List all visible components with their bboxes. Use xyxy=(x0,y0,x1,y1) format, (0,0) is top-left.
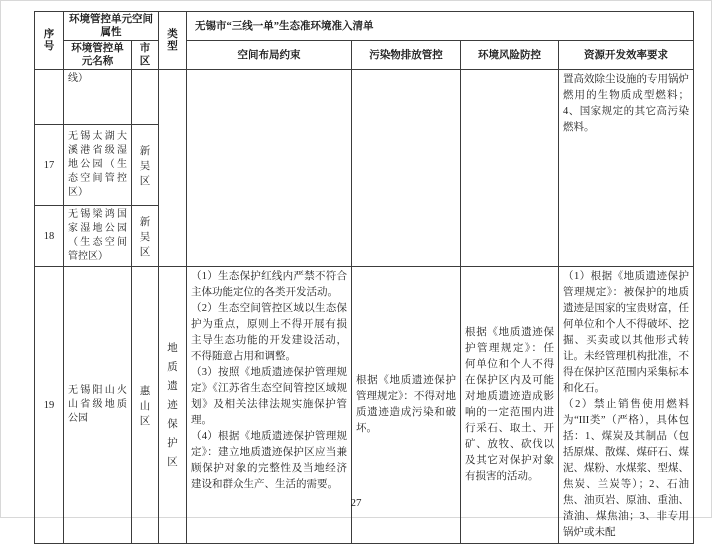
cell-district: 新吴区 xyxy=(132,206,159,267)
header-unit-name: 环境管控单元名称 xyxy=(64,41,132,70)
cell-unit-name: 无锡阳山火山省级地质公园 xyxy=(64,267,132,544)
type-vertical-label: 地质遗迹保护区 xyxy=(167,342,178,468)
cell-risk-control: 根据《地质遗迹保护管理规定》：任何单位和个人不得在保护区内及可能对地质遗迹造成影响的一定范围内进行采石、取土、开矿、放牧、砍伐以及其它对保护对象有损害的活动。 xyxy=(461,267,559,544)
cell-spatial-layout-merged xyxy=(187,70,352,267)
cell-serial: 19 xyxy=(35,267,64,544)
cell-district xyxy=(132,70,159,125)
eco-access-table xyxy=(34,11,694,544)
page-number: 27 xyxy=(350,497,362,509)
spatial-paragraph: （1）生态保护红线内严禁不符合主体功能定位的各类开发活动。 xyxy=(191,271,347,298)
cell-serial: 18 xyxy=(35,206,64,267)
header-spatial-layout: 空间布局约束 xyxy=(187,41,352,70)
resource-paragraph: （1）根据《地质遗迹保护管理规定》：被保护的地质遗迹是国家的宝贵财富，任何单位和个人不得破坏、挖掘、买卖或以其他形式转让。未经管理机构批准，不得在保护区范围内采集标本和化石。 xyxy=(563,271,689,394)
spatial-paragraph: （3）按照《地质遗迹保护管理规定》《江苏省生态空间管控区域规划》及相关法律法规实施保护管理。 xyxy=(191,367,347,426)
header-serial xyxy=(35,12,64,70)
cell-pollution-merged xyxy=(352,70,461,267)
cell-pollution-control: 根据《地质遗迹保护管理规定》：不得对地质遗迹造成污染和破坏。 xyxy=(352,267,461,544)
header-risk-control: 环境风险防控 xyxy=(461,41,559,70)
header-list-group: 无锡市“三线一单”生态准环境准入清单 xyxy=(187,12,694,41)
header-pollution-control: 污染物排放管控 xyxy=(352,41,461,70)
header-spatial-group: 环境管控单元空间属性 xyxy=(64,12,159,41)
cell-district: 惠山区 xyxy=(132,267,159,544)
resource-paragraph: （2）禁止销售使用燃料为“III类”（严格），具体包括：1、煤炭及其制品（包括原煤、散煤、煤矸石、煤泥、煤粉、水煤浆、型煤、焦炭、兰炭等）；2、石油焦、油页岩、原油、重油、渣油、煤焦油；3、非专用锅炉或未配 xyxy=(563,399,689,538)
spatial-paragraph: （4）根据《地质遗迹保护管理规定》：建立地质遗迹保护区应当兼顾保护对象的完整性及当地经济建设和群众生产、生活的需要。 xyxy=(191,431,347,490)
cell-district: 新吴区 xyxy=(132,125,159,206)
cell-unit-name: 无锡太湖大溪港省级湿地公园（生态空间管控区） xyxy=(64,125,132,206)
cell-serial xyxy=(35,70,64,125)
cell-serial: 17 xyxy=(35,125,64,206)
header-district: 市区 xyxy=(132,41,159,70)
header-resource-efficiency: 资源开发效率要求 xyxy=(559,41,694,70)
cell-type-merged xyxy=(159,70,187,267)
table-row-carryover xyxy=(35,70,694,125)
header-serial-label: 序号 xyxy=(43,28,55,52)
header-type xyxy=(159,12,187,70)
cell-unit-name: 无锡梁鸿国家湿地公园（生态空间管控区） xyxy=(64,206,132,267)
spatial-paragraph: （2）生态空间管控区域以生态保护为重点，原则上不得开展有损主导生态功能的开发建设活动，不得随意占用和调整。 xyxy=(191,303,347,362)
cell-risk-merged xyxy=(461,70,559,267)
cell-resource-carryover: 置高效除尘设施的专用锅炉燃用的生物质成型燃料；4、国家规定的其它高污染燃料。 xyxy=(559,70,694,267)
header-type-label: 类型 xyxy=(167,28,178,52)
header-row-1 xyxy=(35,12,694,41)
cell-unit-name: 线） xyxy=(64,70,132,125)
header-row-2 xyxy=(35,41,694,70)
